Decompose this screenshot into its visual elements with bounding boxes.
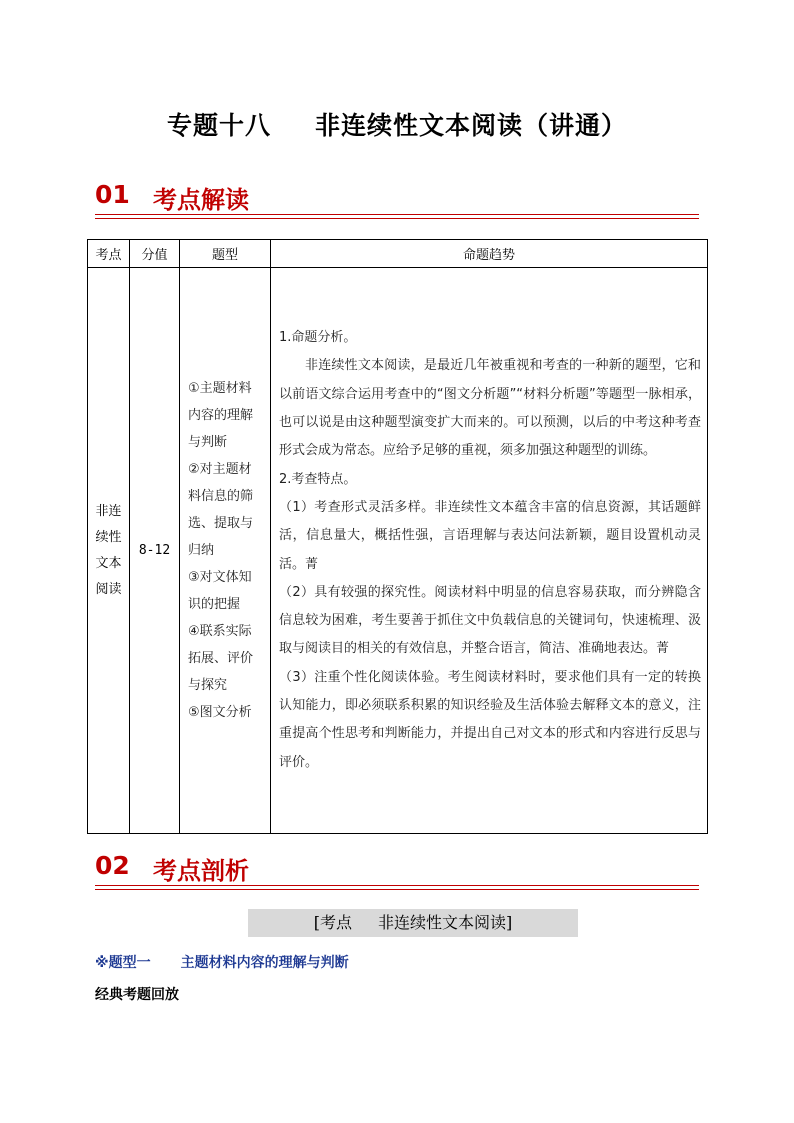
section-heading-1 [95, 180, 699, 214]
cell-trend [271, 268, 708, 834]
header-trend: 命题趋势 [271, 240, 708, 268]
section-name: 考点解读 [153, 186, 249, 214]
header-type: 题型 [180, 240, 271, 268]
section-name: 考点剖析 [153, 857, 249, 885]
trend-paragraph-2: （1）考查形式灵活多样。非连续性文本蕴含丰富的信息资源，其话题鲜活，信息量大，概括性强，言语理解与表达问法新颖，题目设置机动灵活。菁 [279, 499, 701, 572]
section-rule-thin [95, 218, 699, 219]
kaodian-banner: [考点 非连续性文本阅读] [248, 909, 578, 937]
header-kaodian: 考点 [88, 240, 130, 268]
trend-paragraph-3: （2）具有较强的探究性。阅读材料中明显的信息容易获取，而分辨隐含信息较为困难，考生要善于抓住文中负载信息的关键词句，快速梳理、汲取与阅读目的相关的有效信息，并整合语言，简洁、准确地表达。菁 [279, 584, 701, 657]
cell-score: 8-12 [130, 268, 180, 834]
analysis-table [87, 239, 708, 834]
review-heading: 经典考题回放 [95, 987, 179, 1003]
table-header-row [88, 240, 708, 268]
section-number: 01 [95, 180, 130, 209]
trend-paragraph-1: 非连续性文本阅读，是最近几年被重视和考查的一种新的题型，它和以前语文综合运用考查中的“图文分析题”“材料分析题”等题型一脉相承，也可以说是由这种题型演变扩大而来的。可以预测，以后的中考这种考查形式会成为常态。应给予足够的重视，须多加强这种题型的训练。 [279, 358, 701, 459]
section-number: 02 [95, 851, 130, 880]
trend-heading-2: 2.考查特点。 [279, 471, 357, 487]
trend-heading-1: 1.命题分析。 [279, 330, 357, 346]
table-row [88, 268, 708, 834]
section-rule [95, 885, 699, 886]
section-rule-thin [95, 889, 699, 890]
cell-kaodian: 非连 续性 文本 阅读 [88, 268, 130, 834]
title-topic: 专题十八 [166, 111, 271, 140]
header-score: 分值 [130, 240, 180, 268]
section-rule [95, 214, 699, 215]
cell-types: ①主题材料 内容的理解 与判断 ②对主题材 料信息的筛 选、提取与 归纳 ③对文体知 识的把握 ④联系实际 拓展、评价 与探究 ⑤图文分析 [180, 268, 271, 834]
trend-paragraph-4: （3）注重个性化阅读体验。考生阅读材料时，要求他们具有一定的转换认知能力，即必须联系积累的知识经验及生活体验去解释文本的意义，注重提高个性思考和判断能力，并提出自己对文本的形式和内容进行反思与评价。 [279, 669, 701, 770]
page-title [0, 106, 794, 142]
question-type-heading: ※题型一 主题材料内容的理解与判断 [95, 955, 349, 971]
title-subject: 非连续性文本阅读（讲通） [315, 111, 628, 140]
section-heading-2 [95, 851, 699, 885]
